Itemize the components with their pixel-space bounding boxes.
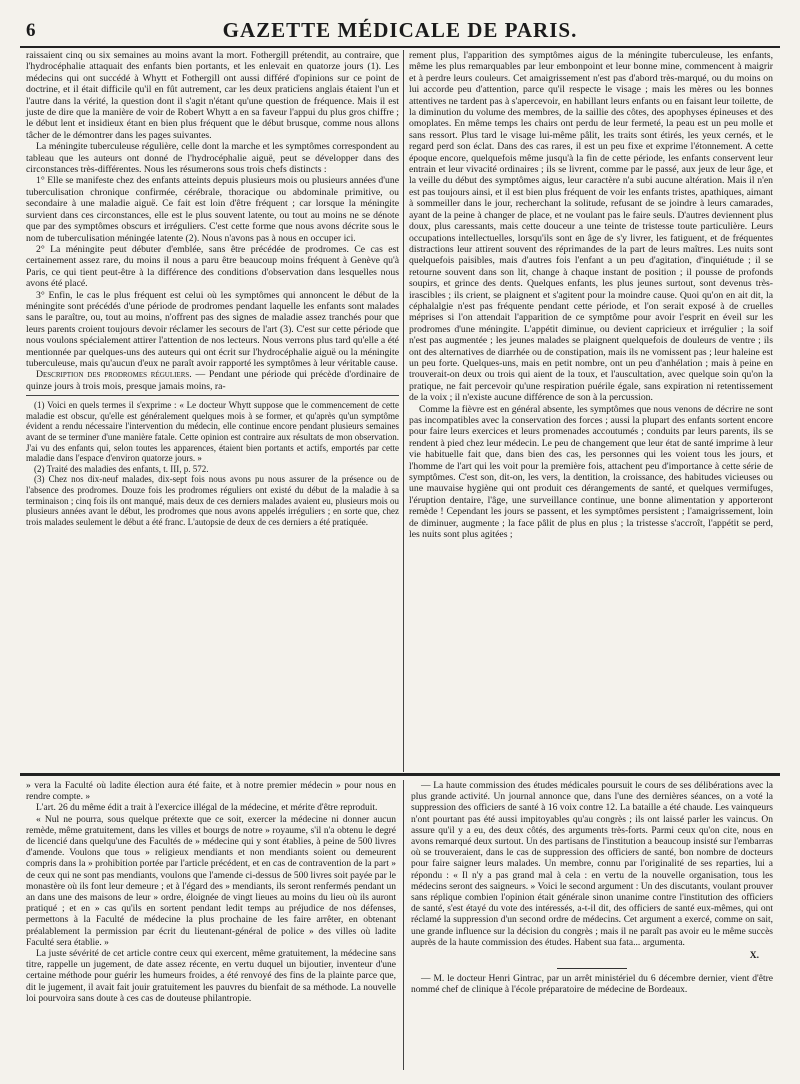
- paragraph: » vera la Faculté où ladite élection aura été faite, et à notre premier médecin » pour nous en rendre compte. »: [26, 781, 396, 803]
- feuilleton-left-column: [26, 781, 396, 1005]
- footnotes: [26, 395, 399, 527]
- page-number: 6: [26, 20, 36, 41]
- paragraph: 2° La méningite peut débuter d'emblée, sans être précédée de prodromes. Ce cas est certainement assez rare, du moins il nous a paru être beaucoup moins fréquent à Genève qu'à Paris, ce qui tient peut-être à la différence des conditions d'observation dans lesquelles nous avons été placé.: [26, 243, 399, 290]
- section-text: — Pendant une période qui précède d'ordinaire de quinze jours à trois mois, presque jamais moins, ra-: [26, 369, 399, 392]
- section-heading: Description des prodromes réguliers.: [36, 369, 192, 381]
- page-header: [20, 14, 780, 48]
- paragraph: 1° Elle se manifeste chez des enfants atteints depuis plusieurs mois ou plusieurs années d'une tuberculisation chronique confirmée, cérébrale, thoracique ou abdominale primitive, ou secondaire à une maladie aiguë. Ce fait est loin d'être fréquent ; car lorsque la méningite survient dans ces circonstances, elle est le plus souvent latente, ou tout au moins ne se dénote que par des symptômes obscurs et irréguliers. C'est cette forme que nous avons décrite sous le nom de tuberculisation méningée latente (2). Nous n'avons pas à nous en occuper ici.: [26, 175, 399, 244]
- paragraph: L'art. 26 du même édit a trait à l'exercice illégal de la médecine, et mérite d'être reproduit.: [36, 803, 378, 814]
- journal-title: GAZETTE MÉDICALE DE PARIS.: [222, 18, 578, 42]
- paragraph: 3° Enfin, le cas le plus fréquent est celui où les symptômes qui annoncent le début de la méningite sont précédés d'une période de prodromes pendant laquelle les enfants sont malades sans le paraître, ou, tout au moins, n'offrent pas des signes de maladie assez tranchés pour que leurs parents croient toujours devoir réclamer les secours de l'art (3). C'est sur cette période que nous voulons spécialement attirer l'attention de nos lecteurs. Nous verrons plus tard qu'elle a été mentionnée par quelques-uns des auteurs qui ont écrit sur l'hydrocéphalie aiguë ou la méningite tuberculeuse, mais qu'aucun d'eux ne paraît avoir rapporté les symptômes à leur véritable cause.: [26, 289, 399, 369]
- section-paragraph: [26, 369, 399, 392]
- separator-rule: [557, 968, 627, 969]
- paragraph: — M. le docteur Henri Gintrac, par un arrêt ministériel du 6 décembre dernier, vient d'être nommé chef de clinique à l'école préparatoire de médecine de Bordeaux.: [411, 974, 773, 996]
- column-divider: [403, 780, 404, 1070]
- footnote: (3) Chez nos dix-neuf malades, dix-sept fois nous avons pu nous assurer de la présence ou de l'absence des prodromes. Douze fois les prodromes réguliers ont existé du début de la maladie à sa terminaison ; cinq fois ils ont manqué, mais deux de ces derniers malades avaient eu, plusieurs mois ou plusieurs années avant le début, les prodromes que nous avons appelés irréguliers ; en sorte que, chez trois malades seulement le début a été franc. L'autopsie de deux de ces derniers a été pratiquée.: [26, 474, 399, 527]
- right-column: [409, 50, 773, 540]
- paragraph: Comme la fièvre est en général absente, les symptômes que nous venons de décrire ne sont pas incompatibles avec la conservation des forces ; aussi la plupart des enfants sortent encore pour faire leurs exercices et leurs promenades accoutumés ; conduits par leurs parents, ils se rendent à pied chez leur médecin. Le peu de changement que leur état de santé imprime à leur vie habituelle fait que, dans bien des cas, les personnes qui les voient tous les jours, et l'homme de l'art qui les voit pour la première fois, attachent peu d'importance à cette série de symptômes. C'est son, dit-on, les vers, la dentition, la croissance, des habitudes vicieuses ou une mauvaise hygiène qui ont produit ces dérangements de santé, et quelques vermifuges, l'éruption dentaire, l'âge, une surveillance continue, une bonne alimentation y apporteront remède ! Cependant les jours se passent, et les symptômes persistent ; l'amaigrissement, loin de diminuer, augmente ; la face pâlit de plus en plus ; la tristesse s'accroît, l'appétit se perd, les nuits sont plus agitées ;: [409, 403, 773, 541]
- paragraph: rement plus, l'apparition des symptômes aigus de la méningite tuberculeuse, les enfants, même les plus remarquables par leur embonpoint et leur bonne mine, commencent à maigrir et à perdre leurs couleurs. Cet amaigrissement n'est pas d'abord très-marqué, ou du moins on lui accorde peu d'attention, parce qu'il respecte le visage ; mais les mères ou les bonnes attentives ne tardent pas à s'apercevoir, en habillant leurs enfants ou en faisant leur toilette, de la diminution du volume des membres, de la saillie des côtes, des apophyses épineuses et des omoplates. En même temps les chairs ont perdu de leur fermeté, la peau est un peu molle et sans ressort. Plus tard le visage lui-même pâlit, les traits sont étirés, les yeux cernés, et le regard perd son éclat. Dans des cas rares, il est un peu fixe et exprime l'étonnement. A cette époque encore, quelquefois même jusqu'à la fin de cette période, les enfants conservent leur entrain et leur vivacité ordinaires ; ils se livrent, comme par le passé, aux jeux de leur âge, et la veille du début des symptômes aigus, leur caractère n'a subi aucune altération. Mais il n'en est pas toujours ainsi, et il est bien plus fréquent de voir les enfants tristes, apathiques, aimant à sommeiller dans le jour, recherchant la solitude, refusant de se joindre à leurs camarades, ayant de la peine à changer de place, et ne voulant pas le faire seuls. D'autres deviennent plus doux, plus caressants, mais cette douceur a une teinte de tristesse toute particulière. Leurs occupations intellectuelles, lorsqu'ils sont en âge de s'y livrer, les fatiguent, et de fréquentes distractions leur attirent souvent des réprimandes de la part de leurs maîtres. Les nuits sont quelquefois paisibles, mais d'autres fois l'enfant a un peu d'agitation, d'inquiétude ; il se retourne souvent dans son lit, change à chaque instant de position ; il pousse de profonds soupirs, et grince des dents. Quelques enfants, les plus jeunes surtout, sont devenus très-irascibles ; ils crient, se plaignent et s'agitent pour la moindre cause. Quoi qu'on en ait dit, la céphalalgie n'est pas fréquente pendant cette période, et l'on serait exposé à de cruelles méprises si l'on attendait l'apparition de ce symptôme pour avoir l'esprit en éveil sur les prodromes d'une méningite. L'appétit diminue, ou devient capricieux et irrégulier ; la soif n'est pas augmentée ; les jeunes malades se plaignent quelquefois de douleurs de ventre ; ils ont des alternatives de diarrhée ou de constipation, mais ils ne vomissent pas ; leur haleine est un peu forte. Quelques-uns, mais en petit nombre, ont un peu d'anhélation ; mais à peine en trouverait-on deux ou trois qui aient de la toux, et l'auscultation, avec quelque soin qu'on la pratique, ne fait percevoir qu'une respiration puérile égale, sans expiration ni retentissement de la voix ; il n'existe aucune différence de son à la percussion.: [409, 50, 773, 404]
- left-column: [26, 50, 399, 527]
- column-divider: [403, 50, 404, 772]
- paragraph: — La haute commission des études médicales poursuit le cours de ses délibérations avec la plus grande activité. Un journal annonce que, dans l'une des dernières séances, on a voté la suppression des officiers de santé à 16 voix contre 12. La bataille a été chaude. Les vainqueurs n'ont pourtant pas été aussi impitoyables qu'au congrès ; ils ont laissé parler les vaincus. On assure qu'il y a eu, des deux côtés, des arguments très-forts. Parmi ceux qu'on cite, nous en avons remarqué deux surtout. Un des partisans de l'institution a beaucoup insisté sur l'embarras où se trouveraient, dans le cas de suppression des officiers de santé, bon nombre de docteurs pour faire saigner leurs malades. Un membre, connu par l'originalité de ses reparties, lui a répondu : « Il n'y a pas grand mal à cela : en vertu de la nouvelle organisation, tous les médecins seront des saigneurs. » Voici le second argument : Un des discutants, voulant prouver sans réplique combien l'opinion était générale sinon unanime contre l'institution des officiers de santé, s'est étayé du vote des intéressés, a-t-il dit, des officiers de santé eux-mêmes, qui ont réclamé la suppression d'un second ordre de médecins. Cet argument a exercé, comme on sait, une grande influence sur la décision du congrès ; mais il ne paraît pas avoir eu le même succès auprès de la haute commission des études. Habent sua fata... argumenta.: [411, 781, 773, 948]
- feuilleton-right-column: [411, 781, 773, 997]
- paragraph: La méningite tuberculeuse régulière, celle dont la marche et les symptômes correspondent au tableau que les auteurs ont donné de l'hydrocéphalie aiguë, peut se développer dans des circonstances très-différentes. Nous les résumerons sous trois chefs distincts :: [26, 141, 399, 176]
- paragraph: La juste sévérité de cet article contre ceux qui exercent, même gratuitement, la médecine sans titre, rappelle un jugement, de date assez récente, en vertu duquel un bijoutier, inventeur d'une certaine méthode pour guérir les humeurs froides, a été renvoyé des fins de la plainte parce que, dit le jugement, il avait fait jouir gratuitement les pauvres du bienfait de sa méthode. La nouvelle loi pourvoira sans doute à ces cas de douteuse philantropie.: [26, 949, 396, 1004]
- footnote: (2) Traité des maladies des enfants, t. III, p. 572.: [34, 463, 209, 474]
- feuilleton-divider: [20, 773, 780, 776]
- paragraph: « Nul ne pourra, sous quelque prétexte que ce soit, exercer la médecine ni donner aucun remède, même gratuitement, dans les villes et bourgs de notre » royaume, s'il n'a obtenu le degré de licencié dans quelqu'une des Facultés de » médecine qui y sont établies, à peine de 500 livres d'amende. Voulons que tous » religieux mendiants et non mendiants soient ou demeurent compris dans la » prohibition portée par l'article précédent, et en cas de contravention de la part » de ceux qui ne sont pas mendiants, voulons que l'amende ci-dessus de 500 livres soit payée par le monastère où ils font leur demeure ; et à l'égard des » mendiants, ils seront renfermés pendant un an dans une des maisons de leur » ordre, éloignée de vingt lieues au moins du lieu où ils auront pratiqué ; et en » cas qu'ils en sortent pendant ledit temps au préjudice de nos défenses, permettons à la Faculté de médecine la plus prochaine de les faire arrêter, en obtenant préalablement la permission par écrit du lieutenant-général de police » des villes où ladite Faculté sera établie. »: [26, 814, 397, 948]
- signature: X.: [749, 951, 759, 962]
- paragraph: raissaient cinq ou six semaines au moins avant la mort. Fothergill prétendit, au contraire, que l'hydrocéphalie attaquait des enfants bien portants, et les enlevait en quatorze jours (1). Les médecins qui ont succédé à Whytt et Fothergill ont aussi différé d'opinions sur ce point de doctrine, et il était difficile qu'il en fût autrement, car les deux praticiens anglais étaient l'un et l'autre dans la vérité, la question dont il s'agit n'étant qu'une question de fréquence. Mais il est juste de dire que la manière de voir de Robert Whytt a en sa faveur l'appui du plus gros chiffre ; le début lent et insidieux étant en bien plus fréquent que le début brusque, comme nous allons tâcher de le démontrer dans les pages suivantes.: [26, 50, 399, 141]
- footnote: (1) Voici en quels termes il s'exprime : « Le docteur Whytt suppose que le commencement de cette maladie est obscur, qu'elle est généralement quelques mois à se former, et qu'après qu'un symptôme évident a rendu nécessaire l'intervention du médecin, elle continue encore pendant plusieurs semaines avant de se terminer d'une manière fatale. Cette opinion est contraire aux résultats de mon observation. J'ai vu des enfants qui, selon toutes les apparences, étaient bien portants et actifs, emportés par cette maladie dans l'espace d'environ quatorze jours. »: [26, 400, 399, 464]
